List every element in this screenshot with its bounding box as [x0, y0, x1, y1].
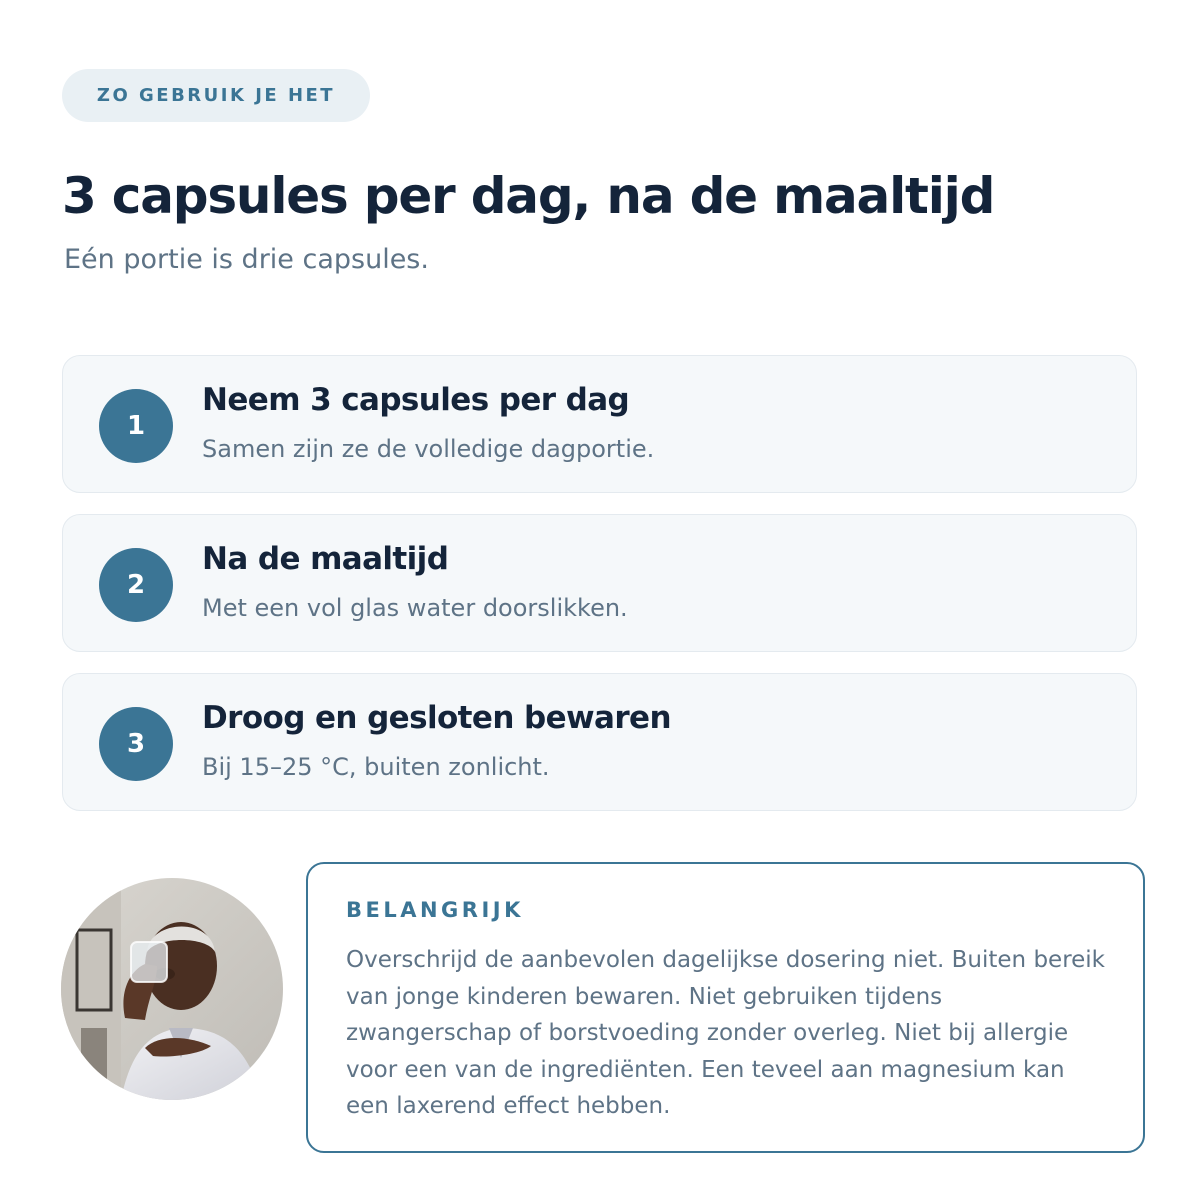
step-title-3: Droog en gesloten bewaren	[202, 700, 671, 736]
step-description-2: Met een vol glas water doorslikken.	[202, 594, 628, 622]
step-description-1: Samen zijn ze de volledige dagportie.	[202, 435, 655, 463]
section-badge	[62, 69, 370, 122]
notice-label: BELANGRIJK	[346, 898, 524, 922]
step-card-3	[62, 673, 1137, 811]
page-subtitle: Eén portie is drie capsules.	[64, 244, 429, 275]
step-title-2: Na de maaltijd	[202, 541, 449, 577]
step-card-2	[62, 514, 1137, 652]
notice-text: Overschrijd de aanbevolen dagelijkse dosering niet. Buiten bereik van jonge kinderen bewaren. Niet gebruiken tijdens zwangerschap of borstvoeding zonder overleg. Niet bij allergie voor een van de ingrediënten. Een teveel aan magnesium kan een laxerend effect hebben.	[346, 947, 1105, 1120]
man-drinking-water-photo	[61, 878, 283, 1100]
step-number-1: 1	[99, 389, 173, 463]
step-card-1	[62, 355, 1137, 493]
page-title: 3 capsules per dag, na de maaltijd	[62, 167, 995, 225]
section-badge-label: ZO GEBRUIK JE HET	[96, 85, 336, 106]
step-number-2: 2	[99, 548, 173, 622]
step-number-3: 3	[99, 707, 173, 781]
step-description-3: Bij 15–25 °C, buiten zonlicht.	[202, 753, 550, 781]
step-title-1: Neem 3 capsules per dag	[202, 382, 630, 418]
important-notice	[306, 862, 1145, 1153]
